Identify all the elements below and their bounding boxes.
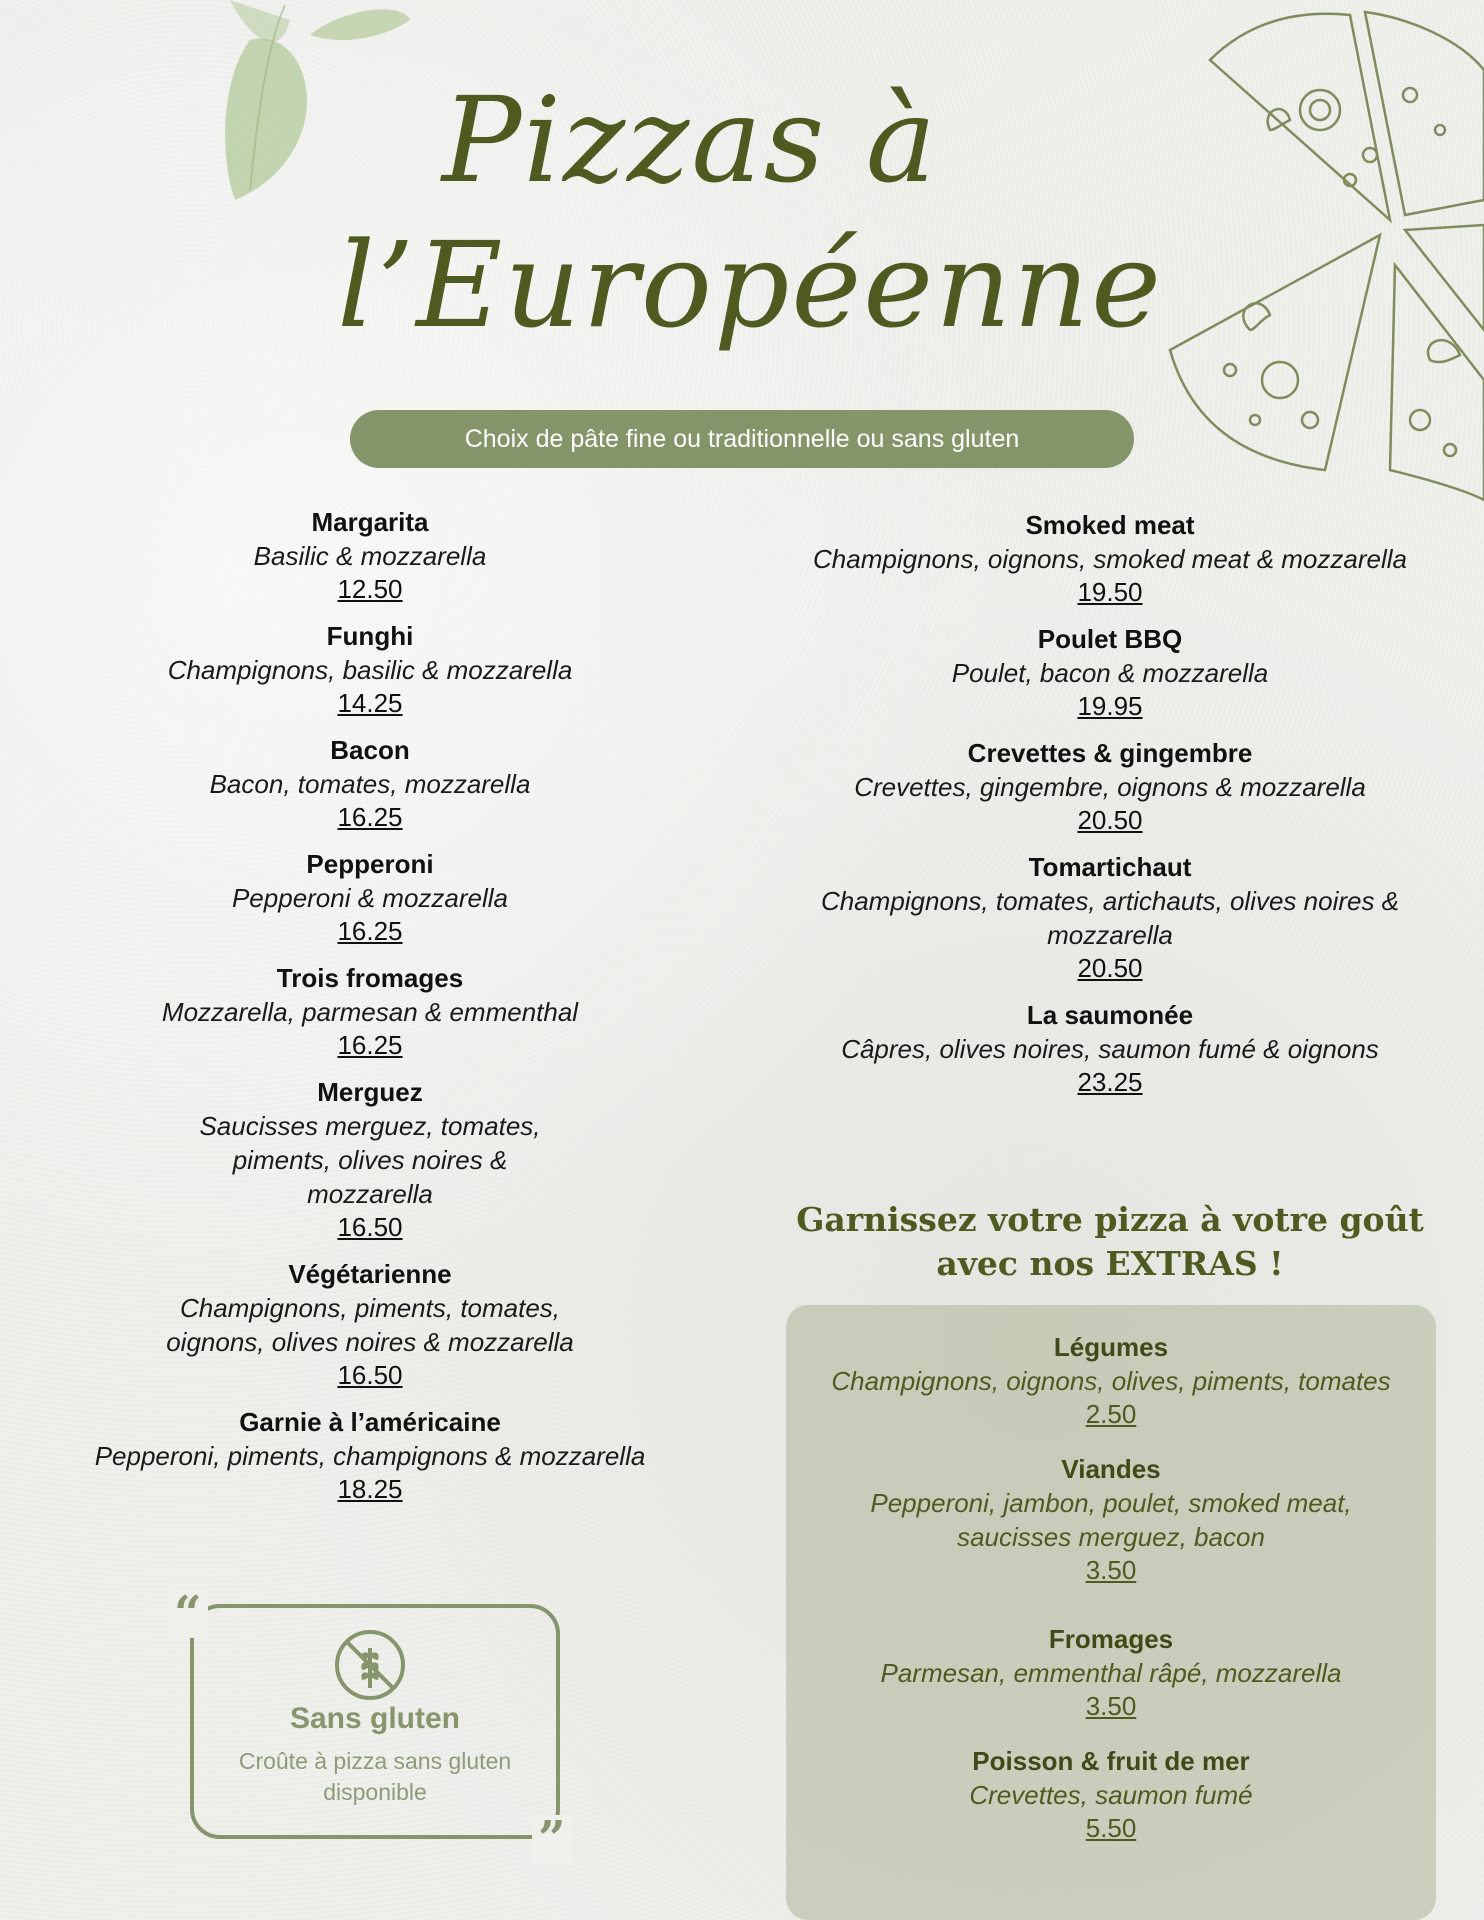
item-price: 16.50 xyxy=(337,1360,403,1390)
extra-name: Légumes xyxy=(1053,1332,1169,1362)
extra-description: Pepperoni, jambon, poulet, smoked meat, saucisses merguez, bacon xyxy=(870,1488,1352,1552)
item-description: Câpres, olives noires, saumon fumé & oignons xyxy=(841,1034,1379,1064)
menu-item xyxy=(760,998,1460,1098)
item-name: Margarita xyxy=(311,507,429,537)
menu-item xyxy=(760,508,1460,608)
item-description: Mozzarella, parmesan & emmenthal xyxy=(161,997,579,1027)
item-price: 12.50 xyxy=(337,574,403,604)
item-name: Smoked meat xyxy=(1025,510,1195,540)
item-price: 20.50 xyxy=(1077,953,1143,983)
item-description: Pepperoni & mozzarella xyxy=(231,883,509,913)
item-price: 20.50 xyxy=(1077,805,1143,835)
item-price: 16.25 xyxy=(337,916,403,946)
item-description: Champignons, tomates, artichauts, olives noires & mozzarella xyxy=(820,886,1400,950)
extra-price: 5.50 xyxy=(1085,1813,1137,1843)
extra-price: 2.50 xyxy=(1085,1399,1137,1429)
extra-price: 3.50 xyxy=(1085,1555,1137,1585)
extra-description: Champignons, oignons, olives, piments, tomates xyxy=(831,1366,1391,1396)
item-price: 23.25 xyxy=(1077,1067,1143,1097)
extra-name: Poisson & fruit de mer xyxy=(972,1746,1250,1776)
item-price: 16.25 xyxy=(337,1030,403,1060)
menu-item xyxy=(760,736,1460,836)
menu-item xyxy=(60,619,680,719)
extra-item xyxy=(786,1452,1436,1586)
menu-item xyxy=(60,961,680,1061)
item-description: Champignons, piments, tomates, oignons, olives noires & mozzarella xyxy=(166,1293,574,1357)
menu-item xyxy=(60,1405,680,1505)
item-price: 19.50 xyxy=(1077,577,1143,607)
item-price: 18.25 xyxy=(337,1474,403,1504)
extra-price: 3.50 xyxy=(1085,1691,1137,1721)
item-description: Pepperoni, piments, champignons & mozzarella xyxy=(94,1441,646,1471)
extra-name: Fromages xyxy=(1048,1624,1174,1654)
close-quote-icon: ” xyxy=(532,1815,572,1863)
menu-item xyxy=(60,505,680,605)
item-price: 16.25 xyxy=(337,802,403,832)
menu-item xyxy=(760,850,1460,984)
item-name: La saumonée xyxy=(1026,1000,1194,1030)
item-description: Champignons, basilic & mozzarella xyxy=(167,655,573,685)
item-price: 14.25 xyxy=(337,688,403,718)
extras-list xyxy=(786,1330,1436,1866)
extra-item xyxy=(786,1622,1436,1722)
item-description: Champignons, oignons, smoked meat & mozzarella xyxy=(813,544,1407,574)
item-name: Bacon xyxy=(330,735,410,765)
item-description: Bacon, tomates, mozzarella xyxy=(209,769,531,799)
extra-description: Crevettes, saumon fumé xyxy=(969,1780,1253,1810)
menu-title-line2: l’Européenne xyxy=(337,216,1163,354)
item-description: Basilic & mozzarella xyxy=(253,541,487,571)
item-price: 16.50 xyxy=(337,1212,403,1242)
item-description: Saucisses merguez, tomates, piments, olives noires & mozzarella xyxy=(199,1111,541,1209)
pizza-slices-illustration-icon xyxy=(1160,0,1484,520)
pizza-list-left xyxy=(60,505,680,1519)
item-name: Crevettes & gingembre xyxy=(967,738,1253,768)
crust-options-banner: Choix de pâte fine ou traditionnelle ou sans gluten xyxy=(350,410,1134,468)
menu-item xyxy=(760,622,1460,722)
extra-item xyxy=(786,1330,1436,1430)
extras-heading: Garnissez votre pizza à votre goût avec nos EXTRAS ! xyxy=(796,1200,1424,1283)
item-description: Poulet, bacon & mozzarella xyxy=(951,658,1269,688)
menu-item xyxy=(60,733,680,833)
extra-item xyxy=(786,1744,1436,1844)
gluten-free-text: Croûte à pizza sans gluten disponible xyxy=(238,1748,512,1805)
pizza-list-right xyxy=(760,508,1460,1112)
item-name: Funghi xyxy=(326,621,414,651)
extra-name: Viandes xyxy=(1061,1454,1161,1484)
open-quote-icon: “ xyxy=(168,1590,208,1638)
no-wheat-icon xyxy=(333,1628,407,1702)
item-name: Pepperoni xyxy=(306,849,434,879)
menu-item xyxy=(60,1075,680,1243)
menu-title-line1: Pizzas à xyxy=(441,71,939,209)
item-name: Merguez xyxy=(317,1077,423,1107)
menu-item xyxy=(60,1257,680,1391)
gluten-free-title: Sans gluten xyxy=(289,1702,461,1735)
item-name: Tomartichaut xyxy=(1028,852,1192,882)
extra-description: Parmesan, emmenthal râpé, mozzarella xyxy=(880,1658,1342,1688)
item-name: Végétarienne xyxy=(288,1259,452,1289)
item-name: Poulet BBQ xyxy=(1037,624,1183,654)
item-name: Garnie à l’américaine xyxy=(239,1407,501,1437)
item-price: 19.95 xyxy=(1077,691,1143,721)
item-name: Trois fromages xyxy=(276,963,464,993)
item-description: Crevettes, gingembre, oignons & mozzarella xyxy=(854,772,1366,802)
menu-item xyxy=(60,847,680,947)
